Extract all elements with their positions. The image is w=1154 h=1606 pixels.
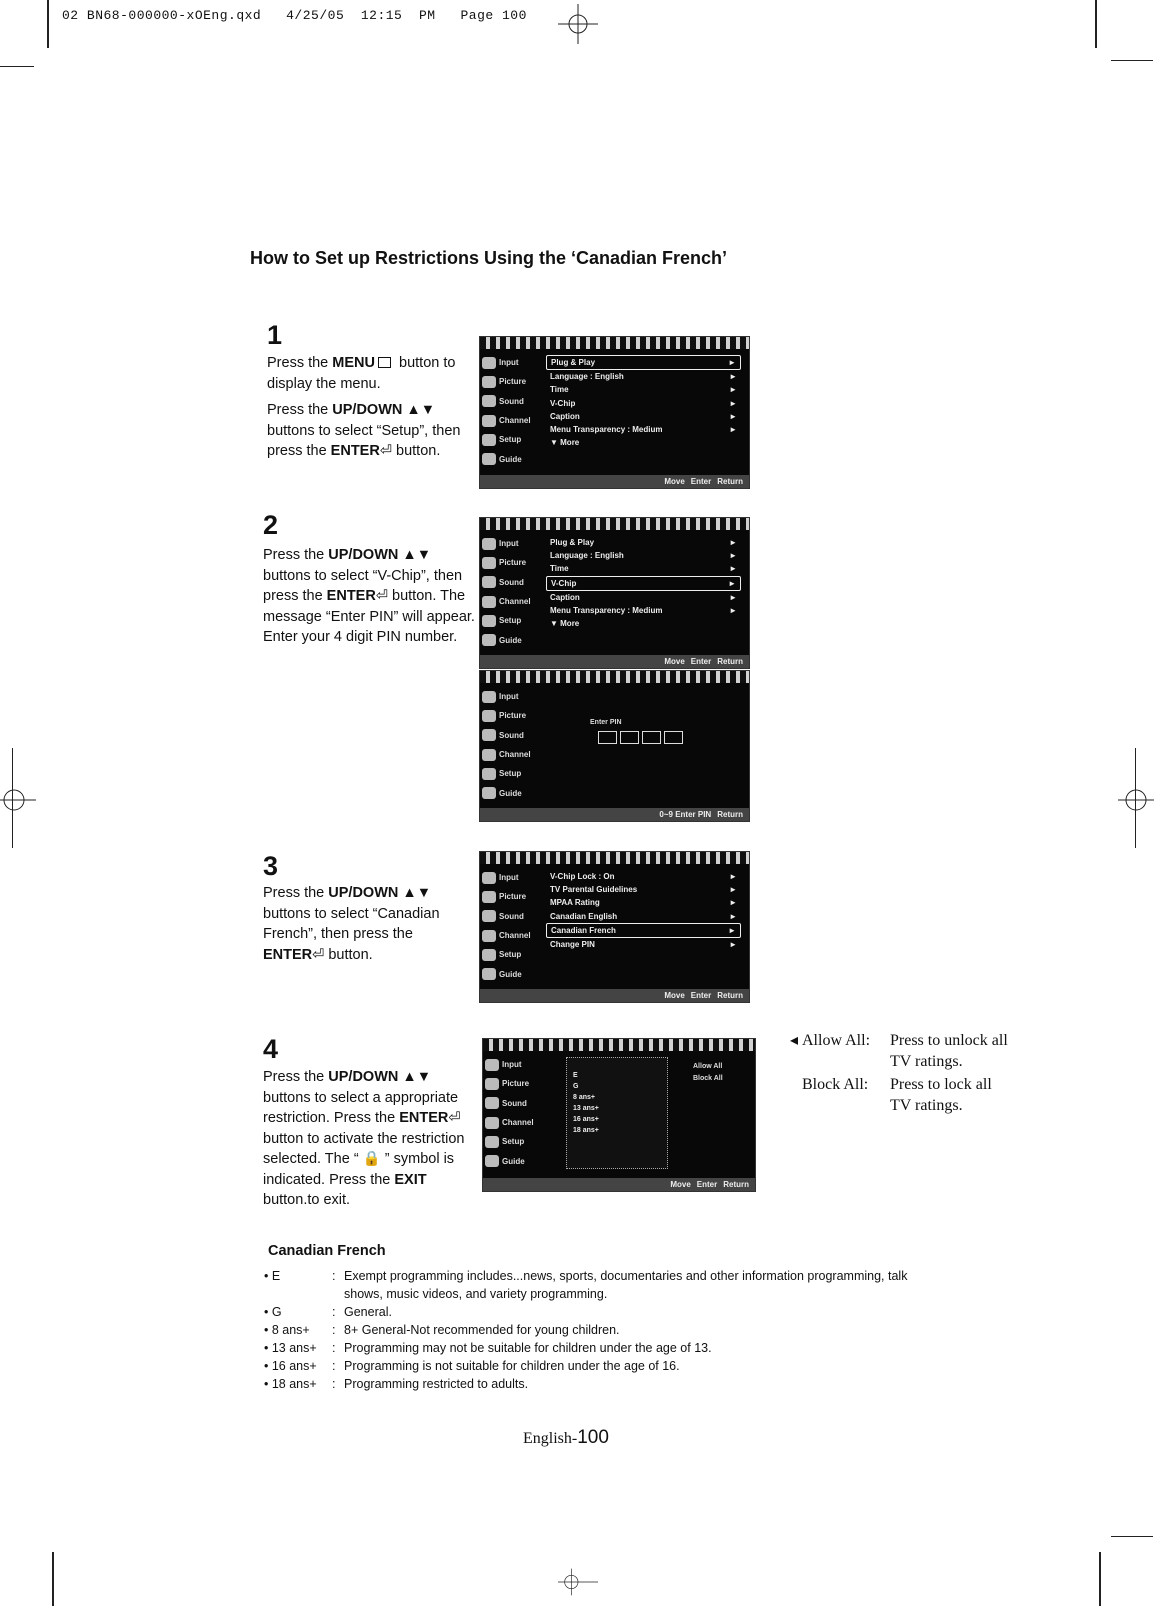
osd-side-item-guide: Guide (482, 783, 544, 802)
enter-button-icon: ⏎ (375, 588, 388, 604)
osd-side-item-setup: Setup (482, 611, 544, 630)
step-number: 4 (263, 1034, 279, 1064)
osd-side-item-sound: Sound (482, 392, 544, 411)
osd-row-vchip: V-Chip ► (550, 398, 737, 408)
osd-side-item-picture: Picture (482, 706, 544, 725)
osd-side-menu (482, 534, 544, 650)
pin-digit-box (620, 731, 639, 744)
step-1-text: Press the MENU button to display the menu. Press the UP/DOWN ▲▼ buttons to select “Setup”, then press the ENTER⏎ button. (267, 355, 461, 459)
setup-icon (482, 434, 496, 446)
trim-mark (1095, 0, 1097, 48)
step-2-text: Press the UP/DOWN ▲▼ buttons to select “V-Chip”, then press the ENTER⏎ button. The message “Enter PIN” will appear. Enter your 4 digit PIN number. (263, 547, 475, 645)
list-item: • 18 ans+ : Programming restricted to adults. (264, 1377, 529, 1391)
guide-icon (482, 787, 496, 799)
osd-bottom-bar: 0~9 Enter PIN Return (480, 808, 749, 821)
list-item: • G : General. (264, 1305, 392, 1319)
list-item: • 16 ans+ : Programming is not suitable for children under the age of 16. (264, 1359, 680, 1373)
osd-side-item-setup: Setup (482, 945, 544, 964)
osd-setup-menu (479, 336, 750, 489)
osd-side-item-guide: Guide (482, 630, 544, 649)
osd-side-item-picture: Picture (482, 553, 544, 572)
osd-side-item-setup: Setup (485, 1132, 547, 1151)
guide-icon (482, 968, 496, 980)
canadian-french-heading: Canadian French (268, 1243, 386, 1259)
osd-side-item-input: Input (485, 1055, 547, 1074)
sound-icon (485, 1097, 499, 1109)
input-icon (485, 1059, 499, 1071)
osd-title-bar (480, 337, 749, 349)
picture-icon (482, 557, 496, 569)
enter-button-icon: ⏎ (448, 1110, 461, 1126)
osd-side-item-picture: Picture (482, 372, 544, 391)
osd-row-vchip-lock: V-Chip Lock : On ► (550, 872, 737, 882)
osd-block-all: Block All (693, 1075, 723, 1082)
osd-bottom-bar: Move Enter Return (483, 1178, 755, 1191)
osd-rating-panel (566, 1057, 668, 1169)
registration-mark-icon (1114, 780, 1154, 820)
allow-block-note: ◂ Allow All: Press to unlock all TV ratings. Block All: Press to lock all TV ratings. (790, 1032, 1008, 1114)
pin-digit-box (664, 731, 683, 744)
osd-row-more: ▼ More (550, 438, 580, 448)
input-icon (482, 691, 496, 703)
osd-side-item-channel: Channel (482, 592, 544, 611)
osd-enter-pin (479, 670, 750, 822)
input-icon (482, 538, 496, 550)
osd-pin-label: Enter PIN (590, 719, 622, 726)
page-number: English-100 (523, 1427, 609, 1448)
osd-row-time: Time ► (550, 385, 737, 395)
rating-16-ans: 16 ans+ (573, 1116, 599, 1123)
osd-pin-boxes (598, 731, 683, 744)
trim-mark (0, 66, 34, 67)
setup-icon (482, 949, 496, 961)
channel-icon (482, 930, 496, 942)
sound-icon (482, 729, 496, 741)
osd-row-time: Time ► (550, 564, 737, 574)
osd-row-mpaa: MPAA Rating ► (550, 898, 737, 908)
sound-icon (482, 576, 496, 588)
picture-icon (482, 710, 496, 722)
trim-mark (1111, 1536, 1153, 1537)
rating-8-ans: 8 ans+ (573, 1094, 595, 1101)
osd-side-item-guide: Guide (485, 1151, 547, 1170)
channel-icon (482, 749, 496, 761)
sound-icon (482, 910, 496, 922)
osd-allow-all: Allow All (693, 1063, 723, 1070)
rating-e: E (573, 1072, 578, 1079)
setup-icon (482, 615, 496, 627)
trim-mark (47, 0, 49, 48)
osd-side-item-input: Input (482, 353, 544, 372)
step-3-text: Press the UP/DOWN ▲▼ buttons to select “Canadian French”, then press the ENTER⏎ button. (263, 885, 440, 963)
osd-side-menu (482, 687, 544, 803)
osd-row-transparency: Menu Transparency : Medium ► (550, 606, 737, 616)
osd-row-tv-parental: TV Parental Guidelines ► (550, 885, 737, 895)
pin-digit-box (642, 731, 661, 744)
osd-side-menu (482, 868, 544, 984)
pin-digit-box (598, 731, 617, 744)
osd-side-item-guide: Guide (482, 964, 544, 983)
osd-row-canadian-french: Canadian French ► (546, 923, 741, 938)
osd-row-caption: Caption ► (550, 411, 737, 421)
trim-mark (1111, 60, 1153, 61)
left-pointer-icon: ◂ (790, 1032, 799, 1049)
osd-title-bar (480, 671, 749, 683)
osd-title-bar (480, 518, 749, 530)
osd-side-menu (482, 353, 544, 469)
sound-icon (482, 395, 496, 407)
osd-side-item-guide: Guide (482, 449, 544, 468)
channel-icon (482, 596, 496, 608)
osd-side-item-channel: Channel (482, 745, 544, 764)
rating-18-ans: 18 ans+ (573, 1127, 599, 1134)
registration-mark-icon (0, 780, 40, 820)
osd-row-language: Language : English ► (550, 372, 737, 382)
osd-setup-list (546, 536, 741, 630)
osd-side-item-sound: Sound (482, 907, 544, 926)
enter-button-icon: ⏎ (379, 443, 392, 459)
osd-side-item-input: Input (482, 534, 544, 553)
osd-row-caption: Caption ► (550, 592, 737, 602)
osd-row-language: Language : English ► (550, 551, 737, 561)
osd-side-item-sound: Sound (482, 573, 544, 592)
step-number: 2 (263, 510, 279, 540)
osd-title-bar (483, 1039, 755, 1051)
osd-side-item-channel: Channel (485, 1113, 547, 1132)
osd-side-item-setup: Setup (482, 764, 544, 783)
menu-button-icon (378, 357, 391, 368)
osd-bottom-bar: Move Enter Return (480, 655, 749, 668)
osd-side-menu (485, 1055, 547, 1171)
osd-title-bar (480, 852, 749, 864)
osd-row-vchip: V-Chip ► (546, 576, 741, 591)
rating-g: G (573, 1083, 579, 1090)
osd-bottom-bar: Move Enter Return (480, 989, 749, 1002)
osd-side-item-sound: Sound (482, 726, 544, 745)
rating-13-ans: 13 ans+ (573, 1105, 599, 1112)
input-icon (482, 872, 496, 884)
osd-row-more: ▼ More (550, 619, 580, 629)
registration-mark-icon (558, 4, 598, 44)
registration-mark-icon (558, 1562, 598, 1602)
osd-rating-actions (693, 1063, 723, 1087)
osd-vchip-list (546, 870, 741, 951)
osd-side-item-picture: Picture (485, 1074, 547, 1093)
osd-vchip-menu (479, 851, 750, 1003)
list-item: • 13 ans+ : Programming may not be suitable for children under the age of 13. (264, 1341, 712, 1355)
picture-icon (485, 1078, 499, 1090)
canadian-french-list (264, 1267, 914, 1393)
osd-row-change-pin: Change PIN ► (550, 940, 737, 950)
guide-icon (482, 634, 496, 646)
print-header: 02 BN68-000000-xOEng.qxd 4/25/05 12:15 PM Page 100 (62, 8, 527, 23)
osd-row-plug-play: Plug & Play ► (546, 355, 741, 370)
osd-side-item-sound: Sound (485, 1094, 547, 1113)
osd-row-transparency: Menu Transparency : Medium ► (550, 425, 737, 435)
osd-side-item-setup: Setup (482, 430, 544, 449)
step-number: 3 (263, 851, 279, 881)
step-number: 1 (267, 320, 283, 350)
osd-side-item-channel: Channel (482, 926, 544, 945)
page-title: How to Set up Restrictions Using the ‘Canadian French’ (250, 248, 728, 268)
osd-side-item-channel: Channel (482, 411, 544, 430)
setup-icon (485, 1136, 499, 1148)
osd-canadian-french-ratings (482, 1038, 756, 1192)
channel-icon (485, 1117, 499, 1129)
osd-side-item-input: Input (482, 868, 544, 887)
enter-button-icon: ⏎ (312, 946, 325, 963)
osd-row-canadian-english: Canadian English ► (550, 911, 737, 921)
picture-icon (482, 891, 496, 903)
setup-icon (482, 768, 496, 780)
osd-row-plug-play: Plug & Play ► (550, 538, 737, 548)
osd-side-item-picture: Picture (482, 887, 544, 906)
osd-setup-menu-vchip (479, 517, 750, 669)
osd-bottom-bar: Move Enter Return (480, 475, 749, 488)
input-icon (482, 357, 496, 369)
guide-icon (482, 453, 496, 465)
list-item: • E : Exempt programming includes...news, sports, documentaries and other information programming, talk shows, music videos, and variety programming. (264, 1269, 908, 1301)
guide-icon (485, 1155, 499, 1167)
trim-mark (52, 1552, 54, 1606)
osd-setup-list (546, 355, 741, 449)
channel-icon (482, 415, 496, 427)
step-4-text: Press the UP/DOWN ▲▼ buttons to select a appropriate restriction. Press the ENTER⏎ button to activate the restriction selected. The “ 🔒 ” symbol is indicated. Press the EXIT button.to exit. (263, 1069, 465, 1208)
trim-mark (1099, 1552, 1101, 1606)
list-item: • 8 ans+ : 8+ General-Not recommended for young children. (264, 1323, 620, 1337)
picture-icon (482, 376, 496, 388)
osd-side-item-input: Input (482, 687, 544, 706)
